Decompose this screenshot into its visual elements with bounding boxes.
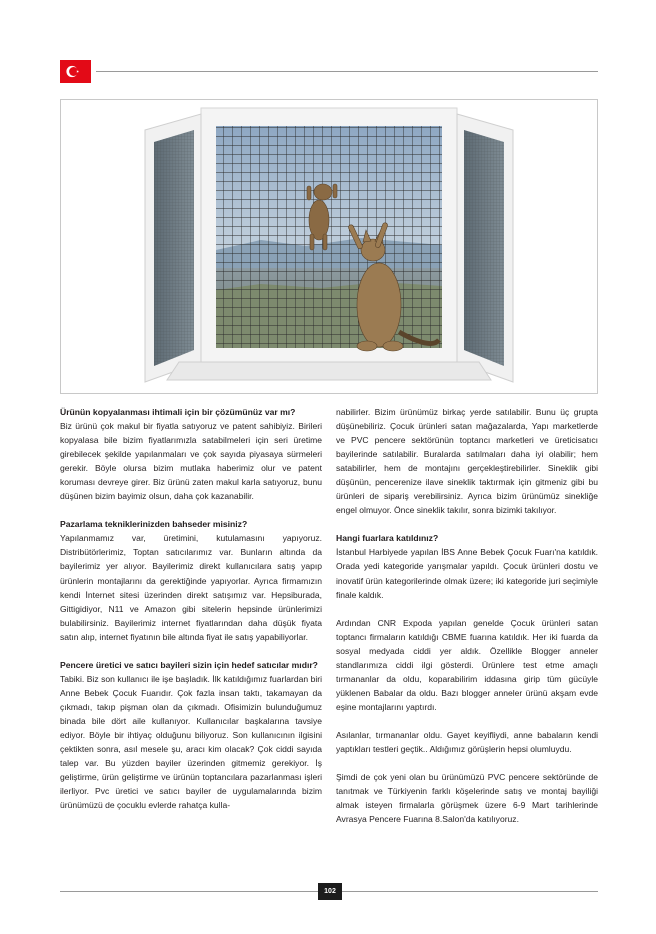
section-heading: Ürünün kopyalanması ihtimali için bir çözümünüz var mı? <box>60 407 296 417</box>
body-paragraph: Yapılanmamız var, üretimini, kutulamasını yapıyoruz. Distribütörlerimiz, Toptan satıcılarımız var. Bunların altında da bayilerimiz yer alıyor. Bayilerimiz direkt kullanıcılara satış yapıp ürünlerin montajlarını da gerektiğinde yapıyorlar. Ayrıca firmamızın kendi İnternet sitesi üzerinden direkt satışımız var. Hepsiburada, Gittigidiyor, N11 ve Amazon gibi sitelerin hepsinde ürünlerimizi bulabilirsiniz. Bayilerimiz internet fiyatlarından daha düşük fiyata satın alıp, internet fiyatının bile altında fiyat ile satış yapabiliyorlar. <box>60 533 322 642</box>
body-paragraph: Asılanlar, tırmananlar oldu. Gayet keyifliydi, anne babaların kendi yaptıkları testleri geçtik.. Aldığımız görüşlerin hepsi olumluydu. <box>336 729 598 754</box>
paragraph-gap <box>60 503 322 517</box>
page-number: 102 <box>318 883 342 900</box>
right-column <box>336 405 598 826</box>
paragraph-gap <box>336 714 598 728</box>
body-paragraph: Biz ürünü çok makul bir fiyatla satıyoruz ve patent sahibiyiz. Birileri kopyalasa bile bizim fiyatlarımızla satabilmeleri için seri üretime girebilecek şekilde yapılanmaları ve çok sayıda piyasaya sürmeleri gerekir. Böyle olursa bizim mutlaka haberimiz olur ve patent koruması devreye girer. Biz ürünü zaten makul karla satıyoruz, bunu düşünen bizim bayimiz olsun, daha çok kazanabilir. <box>60 421 322 502</box>
section-heading: Hangi fuarlara katıldınız? <box>336 533 439 544</box>
left-column <box>60 405 322 812</box>
body-paragraph: nabilirler. Bizim ürünümüz birkaç yerde satılabilir. Bunu üç grupta düşünebiliriz. Çocuk ürünleri satan mağazalarda, Yapı marketlerde ve PVC pencere sektörünün toptancı marketleri ve üreticisatıcı bayilerinde satılabilir. Buralarda satılmaları daha iyi olabilir; hem satabilirler, hem de montajını gerçekleştirebilirler. Sineklik gibi düşünün, pencerenize ilave sineklik taktırmak için gitmeniz gibi bu ürünleri de sipariş verebilirsiniz. Ayrıca bizim ürünümüz sinekliğe engel olmuyor. Önce sineklik takılır, sonra bizimki takılıyor. <box>336 407 598 516</box>
turkish-flag-icon <box>60 60 91 83</box>
body-paragraph: Ardından CNR Expoda yapılan genelde Çocuk ürünleri satan toptancı firmaların katıldığı CBME fuarına katıldık. Her iki fuarda da sosyal medyada ciddi yer aldık. Özellikle Blogger anneler standlarımıza ciddi ilgi gösterdi. Ürünlere test etme amaçlı tırmananlar da oldu, koparabilirim iddasına girip tüm gücüyle yüklenen Babalar da oldu. Bazı blogger anneler ürünü akşam evde eşine montajlarını yaptırdı. <box>336 617 598 712</box>
section-heading: Pencere üretici ve satıcı bayileri sizin için hedef satıcılar mıdır? <box>60 659 318 670</box>
paragraph-gap <box>60 644 322 658</box>
window-cat-net-photo <box>60 99 598 394</box>
header-rule <box>96 71 598 72</box>
paragraph-gap <box>336 602 598 616</box>
body-paragraph: İstanbul Harbiyede yapılan İBS Anne Bebek Çocuk Fuarı'na katıldık. Orada yedi kategoride yarışmalar yapıldı. Çocuk ürünleri dostu ve inovatif ürün kategorilerinde olmak üzere; iki kategoride juri seçimiyle finale kaldık. <box>336 547 598 600</box>
section-heading: Pazarlama tekniklerinizden bahseder misiniz? <box>60 519 248 530</box>
body-paragraph: Tabiki. Biz son kullanıcı ile işe başladık. İlk katıldığımız fuarlardan biri Anne Bebek Çocuk Fuarıdır. Çok fazla insan taktı, takamayan da çıkmadı, takıp pişman olan da çıkmadı. Ofisimizin bulunduğumuz binada bile dört aile kullanıyor. Kullanıcılar başkalarına tavsiye ediyor. Böyle bir ihtiyaç olduğunu biliyoruz. Son kullanıcının ilgisini çektikten sonra, asıl mesele şu, aracı kim olacak? Çok ciddi sayıda talep var. Bu yüzden bayiler üzerinden gitmemiz gerekiyor. İş geliştirme, ürün geliştirme ve ürünün toptancılara pazarlanması işleri ilerliyor. Pvc üretici ve satıcı bayiler de uygulamalarında bizim ürünümüzü de çocuklu evlerde rahatça kulla- <box>60 673 322 811</box>
paragraph-gap <box>336 756 598 770</box>
body-paragraph: Şimdi de çok yeni olan bu ürünümüzü PVC pencere sektöründe de tanıtmak ve Türkiyenin farklı köşelerinde satış ve montaj bayiliği almak isteyen firmalarla görüşmek üzere 6-9 Mart tarihlerinde Avrasya Pencere Fuarına 8.Salon'da katılıyoruz. <box>336 772 598 825</box>
paragraph-gap <box>336 517 598 531</box>
